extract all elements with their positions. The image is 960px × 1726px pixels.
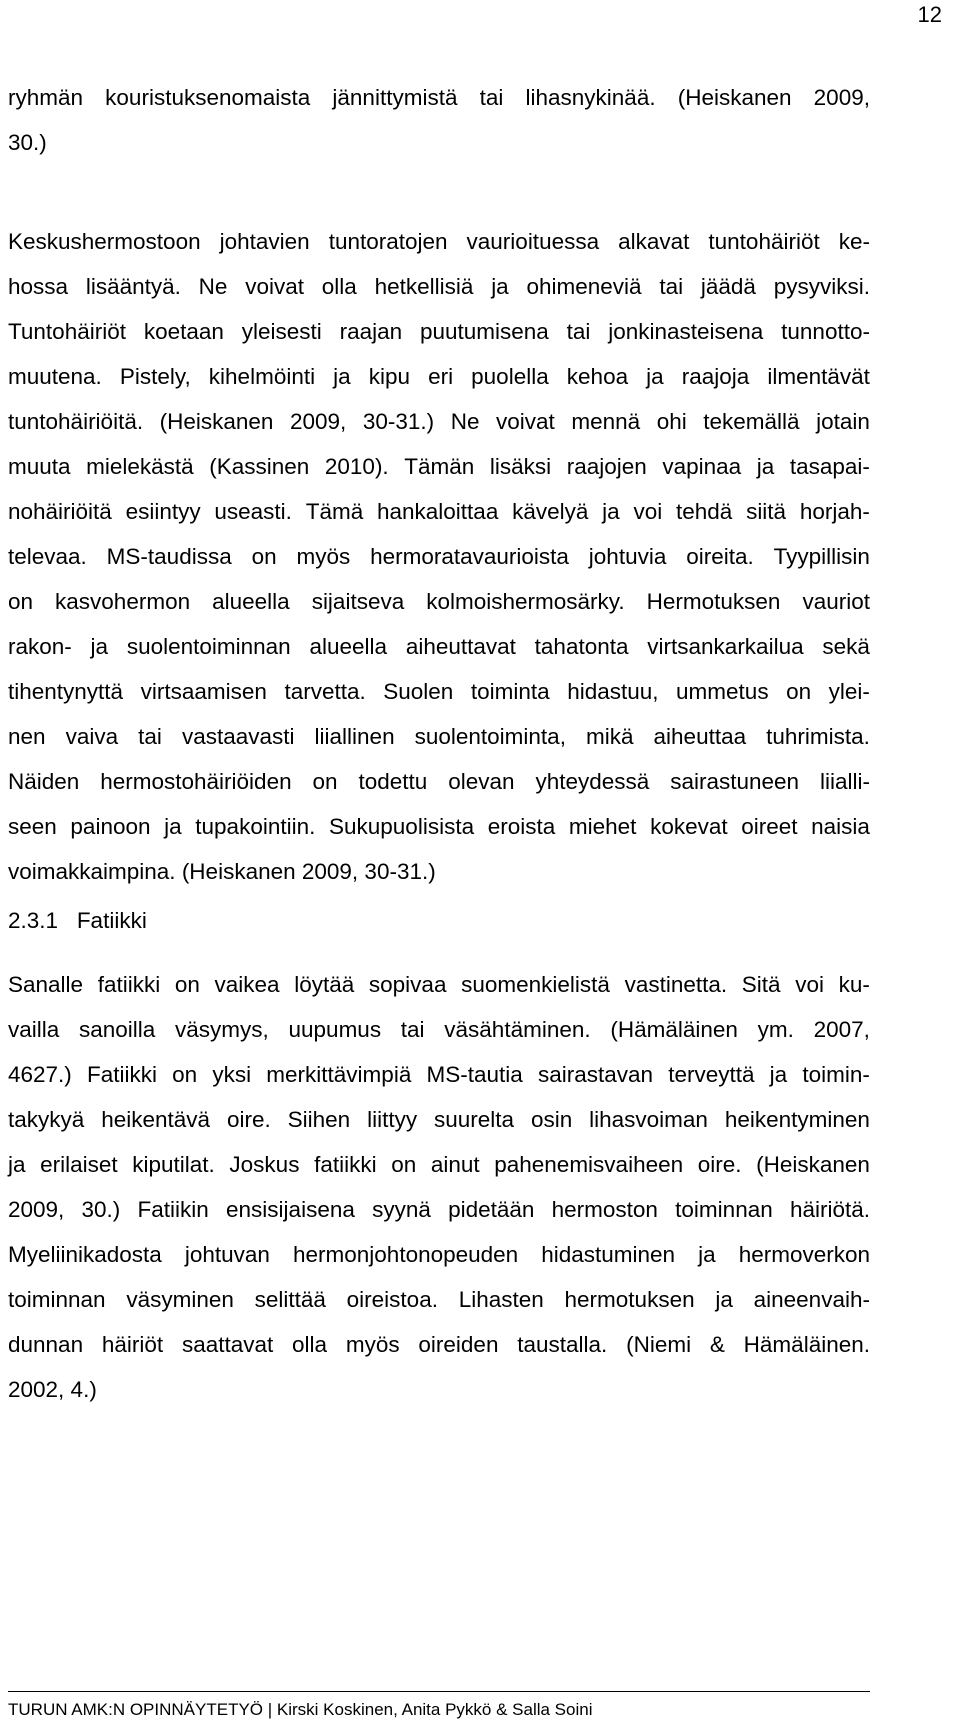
text-line: 30.) — [8, 130, 47, 155]
text-line: tuntohäiriöitä. (Heiskanen 2009, 30-31.) Ne voivat mennä ohi tekemällä jotain — [8, 409, 870, 434]
text-line: nohäiriöitä esiintyy useasti. Tämä hankaloittaa kävelyä ja voi tehdä siitä horjah- — [8, 499, 870, 524]
text-line: 2002, 4.) — [8, 1377, 97, 1402]
text-line: ja erilaiset kiputilat. Joskus fatiikki on ainut pahenemisvaiheen oire. (Heiskanen — [8, 1152, 870, 1177]
text-line: muutena. Pistely, kihelmöinti ja kipu eri puolella kehoa ja raajoja ilmentävät — [8, 364, 870, 389]
text-line: rakon- ja suolentoiminnan alueella aiheuttavat tahatonta virtsankarkailua sekä — [8, 634, 870, 659]
text-line: Näiden hermostohäiriöiden on todettu olevan yhteydessä sairastuneen liialli- — [8, 769, 870, 794]
page-number: 12 — [917, 2, 942, 27]
page-footer: TURUN AMK:N OPINNÄYTETYÖ | Kirski Koskinen, Anita Pykkö & Salla Soini — [8, 1700, 593, 1719]
paragraph-fatigue — [8, 962, 870, 1412]
paragraph-sensory-disturbances — [8, 219, 870, 894]
text-line: Myeliinikadosta johtuvan hermonjohtonopeuden hidastuminen ja hermoverkon — [8, 1242, 870, 1267]
text-line: seen painoon ja tupakointiin. Sukupuolisista eroista miehet kokevat oireet naisia — [8, 814, 870, 839]
text-line: dunnan häiriöt saattavat olla myös oireiden taustalla. (Niemi & Hämäläinen. — [8, 1332, 870, 1357]
section-number: 2.3.1 — [8, 908, 59, 933]
text-line: 2009, 30.) Fatiikin ensisijaisena syynä pidetään hermoston toiminnan häiriötä. — [8, 1197, 870, 1222]
paragraph-muscle-spasms — [8, 75, 870, 165]
text-line: takykyä heikentävä oire. Siihen liittyy suurelta osin lihasvoiman heikentyminen — [8, 1107, 870, 1132]
text-line: Tuntohäiriöt koetaan yleisesti raajan puutumisena tai jonkinasteisena tunnotto- — [8, 319, 870, 344]
section-title: Fatiikki — [76, 908, 147, 933]
text-line: muuta mielekästä (Kassinen 2010). Tämän lisäksi raajojen vapinaa ja tasapai- — [8, 454, 870, 479]
text-line: Sanalle fatiikki on vaikea löytää sopivaa suomenkielistä vastinetta. Sitä voi ku- — [8, 972, 870, 997]
text-line: televaa. MS-taudissa on myös hermoratavaurioista johtuvia oireita. Tyypillisin — [8, 544, 870, 569]
text-line: toiminnan väsyminen selittää oireistoa. Lihasten hermotuksen ja aineenvaih- — [8, 1287, 870, 1312]
text-line: on kasvohermon alueella sijaitseva kolmoishermosärky. Hermotuksen vauriot — [8, 589, 870, 614]
text-line: ryhmän kouristuksenomaista jännittymistä tai lihasnykinää. (Heiskanen 2009, — [8, 85, 870, 110]
text-line: Keskushermostoon johtavien tuntoratojen vaurioituessa alkavat tuntohäiriöt ke- — [8, 229, 870, 254]
text-line: nen vaiva tai vastaavasti liiallinen suolentoiminta, mikä aiheuttaa tuhrimista. — [8, 724, 870, 749]
text-line: 4627.) Fatiikki on yksi merkittävimpiä MS-tautia sairastavan terveyttä ja toimin- — [8, 1062, 870, 1087]
footer-rule — [8, 1691, 870, 1692]
text-line: hossa lisääntyä. Ne voivat olla hetkellisiä ja ohimeneviä tai jäädä pysyviksi. — [8, 274, 870, 299]
section-heading — [8, 905, 147, 937]
text-line: vailla sanoilla väsymys, uupumus tai väsähtäminen. (Hämäläinen ym. 2007, — [8, 1017, 870, 1042]
text-line: voimakkaimpina. (Heiskanen 2009, 30-31.) — [8, 859, 436, 884]
text-line: tihentynyttä virtsaamisen tarvetta. Suolen toiminta hidastuu, ummetus on ylei- — [8, 679, 870, 704]
